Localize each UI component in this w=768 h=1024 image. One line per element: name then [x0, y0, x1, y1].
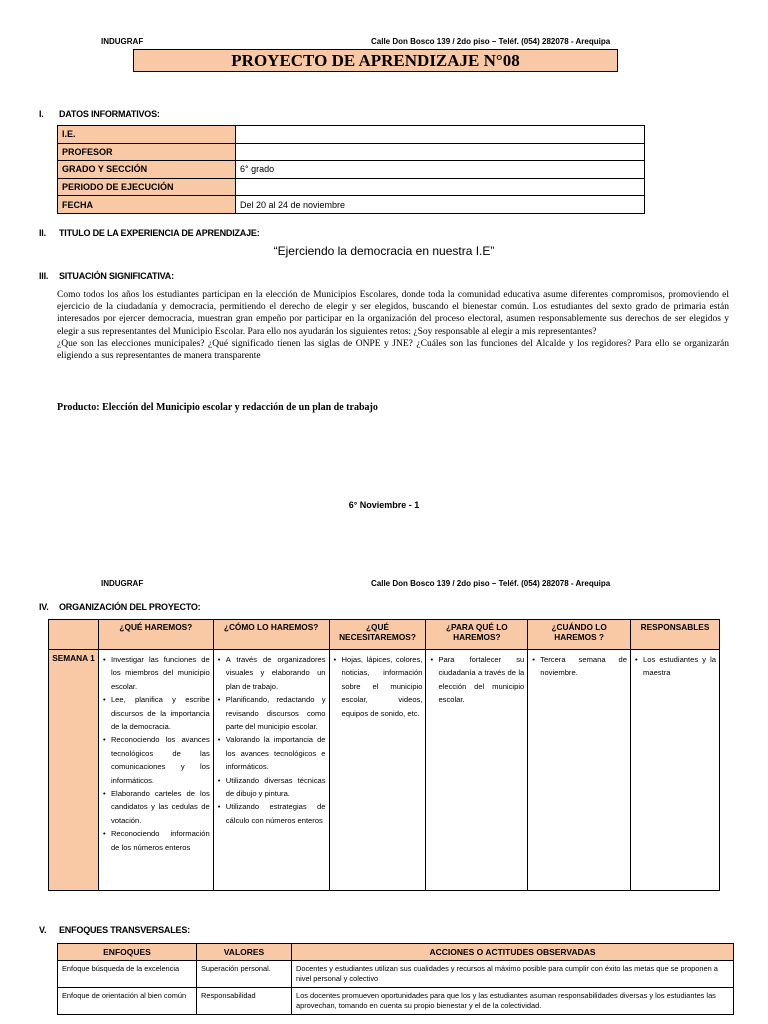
- list-item: • Investigar las funciones de los miembros del municipio escolar.: [102, 653, 210, 693]
- org-header-necesitaremos: ¿QUÉ NECESITAREMOS?: [329, 620, 426, 650]
- list-item: • Valorando la importancia de los avances tecnológicos e informáticos.: [217, 733, 326, 773]
- section-3-number: III.: [39, 271, 49, 281]
- info-label: I.E.: [58, 126, 236, 144]
- org-cell-responsables: [631, 650, 720, 891]
- list-item: • A través de organizadores visuales y elaborando un plan de trabajo.: [217, 653, 326, 693]
- header-address-2: Calle Don Bosco 139 / 2do piso – Teléf. (054) 282078 - Arequipa: [371, 579, 611, 588]
- table-row: [58, 988, 734, 1015]
- info-row: [58, 143, 645, 161]
- enf-enfoque: Enfoque de orientación al bien común: [58, 988, 197, 1015]
- section-5-title: ENFOQUES TRANSVERSALES:: [59, 925, 190, 935]
- enf-valor: Superación personal.: [197, 961, 292, 988]
- week-label: SEMANA 1: [49, 650, 99, 891]
- org-cell-que: [98, 650, 213, 891]
- enf-valor: Responsabilidad: [197, 988, 292, 1015]
- section-1-number: I.: [39, 109, 44, 119]
- org-cell-necesitaremos: [329, 650, 426, 891]
- enf-acciones: Docentes y estudiantes utilizan sus cualidades y recursos al máximo posible para cumplir con éxito las metas que se proponen a nivel personal y colectivo: [292, 961, 734, 988]
- org-header-para-que: ¿PARA QUÉ LO HAREMOS?: [426, 620, 528, 650]
- list-item: • Utilizando diversas técnicas de dibujo y pintura.: [217, 774, 326, 801]
- info-label: FECHA: [58, 196, 236, 214]
- org-cell-como: [213, 650, 329, 891]
- org-week-row: [49, 650, 720, 891]
- org-header-cuando: ¿CUÁNDO LO HAREMOS ?: [528, 620, 631, 650]
- list-item: • Hojas, lápices, colores, noticias, información sobre el municipio escolar, videos, equipos de sonido, etc.: [333, 653, 423, 720]
- list-item: • Para fortalecer su ciudadanía a través de la elección del municipio escolar.: [429, 653, 524, 707]
- info-label: GRADO Y SECCIÓN: [58, 161, 236, 179]
- info-value: 6° grado: [236, 161, 645, 179]
- info-row: [58, 196, 645, 214]
- section-2-number: II.: [39, 228, 46, 238]
- situation-paragraph-1: Como todos los años los estudiantes participan en la elección de Municipios Escolares, donde toda la comunidad educativa asume diferentes compromisos, promoviendo el ejercicio de la ciudadanía y democracia, permitiendo el derecho de elegir y ser elegidos, buscando el bienestar común. Los estudiantes del sexto grado de primaria están interesados por ejercer democracia, muestran gran empeño por participar en la organización del proceso electoral, asumen responsablemente sus derechos de ser elegidos y elegir a sus representantes del Municipio Escolar. Para ello nos ayudarán los siguientes retos: ¿Soy responsable al elegir a mis representantes?: [57, 290, 729, 337]
- enf-acciones: Los docentes promueven oportunidades para que los y las estudiantes asuman responsabilidades diversas y los estudiantes las aprovechan, tomando en cuenta su propio bienestar y el de la colectividad.: [292, 988, 734, 1015]
- org-header-que: ¿QUÉ HAREMOS?: [98, 620, 213, 650]
- header-company-2: INDUGRAF: [101, 579, 144, 588]
- section-3-heading: [39, 271, 174, 281]
- section-4-number: IV.: [39, 602, 49, 612]
- situation-text: [57, 289, 729, 362]
- org-cell-cuando: [528, 650, 631, 891]
- info-row: [58, 126, 645, 144]
- list-item: • Lee, planifica y escribe discursos de la importancia de la democracia.: [102, 693, 210, 733]
- org-header-responsables: RESPONSABLES: [631, 620, 720, 650]
- org-cell-para-que: [426, 650, 528, 891]
- org-header-blank: [49, 620, 99, 650]
- list-item: • Elaborando carteles de los candidatos y las cedulas de votación.: [102, 787, 210, 827]
- project-title: PROYECTO DE APRENDIZAJE N°08: [133, 49, 618, 72]
- section-5-heading: [39, 925, 190, 935]
- section-2-title: TITULO DE LA EXPERIENCIA DE APRENDIZAJE:: [59, 228, 260, 238]
- table-row: [58, 961, 734, 988]
- enf-header-row: [58, 944, 734, 961]
- info-label: PERIODO DE EJECUCIÓN: [58, 178, 236, 196]
- organization-table: [48, 619, 720, 891]
- enf-header-valores: VALORES: [197, 944, 292, 961]
- section-1-title: DATOS INFORMATIVOS:: [59, 109, 160, 119]
- section-5-number: V.: [39, 925, 47, 935]
- info-value: [236, 178, 645, 196]
- section-3-title: SITUACIÓN SIGNIFICATIVA:: [59, 271, 174, 281]
- list-item: • Planificando, redactando y revisando discursos como parte del municipio escolar.: [217, 693, 326, 733]
- list-item: • Reconociendo información de los números enteros: [102, 827, 210, 854]
- section-4-title: ORGANIZACIÓN DEL PROYECTO:: [59, 602, 201, 612]
- info-label: PROFESOR: [58, 143, 236, 161]
- org-header-row: [49, 620, 720, 650]
- info-table: [57, 125, 645, 214]
- list-item: • Utilizando estrategias de cálculo con números enteros: [217, 800, 326, 827]
- experience-title: “Ejerciendo la democracia en nuestra I.E”: [273, 244, 495, 258]
- list-item: • Reconociendo los avances tecnológicos de las comunicaciones y los informáticos.: [102, 733, 210, 787]
- enf-header-enfoques: ENFOQUES: [58, 944, 197, 961]
- org-header-como: ¿CÓMO LO HAREMOS?: [213, 620, 329, 650]
- enfoques-table: [57, 943, 734, 1015]
- enf-header-acciones: ACCIONES O ACTITUDES OBSERVADAS: [292, 944, 734, 961]
- list-item: • Los estudiantes y la maestra: [634, 653, 716, 680]
- info-value: [236, 143, 645, 161]
- info-row: [58, 178, 645, 196]
- header-address: Calle Don Bosco 139 / 2do piso – Teléf. (054) 282078 - Arequipa: [371, 37, 611, 46]
- enf-enfoque: Enfoque búsqueda de la excelencia: [58, 961, 197, 988]
- product-line: Producto: Elección del Municipio escolar y redacción de un plan de trabajo: [57, 402, 378, 413]
- section-2-heading: [39, 228, 260, 238]
- section-1-heading: [39, 109, 160, 119]
- info-row: [58, 161, 645, 179]
- info-value: [236, 126, 645, 144]
- situation-paragraph-2: ¿Que son las elecciones municipales? ¿Qué significado tienen las siglas de ONPE y JNE? ¿Cuáles son las funciones del Alcalde y los regidores? Para ello se organizarán eligiendo a sus representantes de manera transparente: [57, 338, 729, 362]
- section-4-heading: [39, 602, 200, 612]
- info-value: Del 20 al 24 de noviembre: [236, 196, 645, 214]
- list-item: • Tercera semana de noviembre.: [531, 653, 627, 680]
- header-company: INDUGRAF: [101, 37, 144, 46]
- page-footer: 6° Noviembre - 1: [348, 500, 420, 510]
